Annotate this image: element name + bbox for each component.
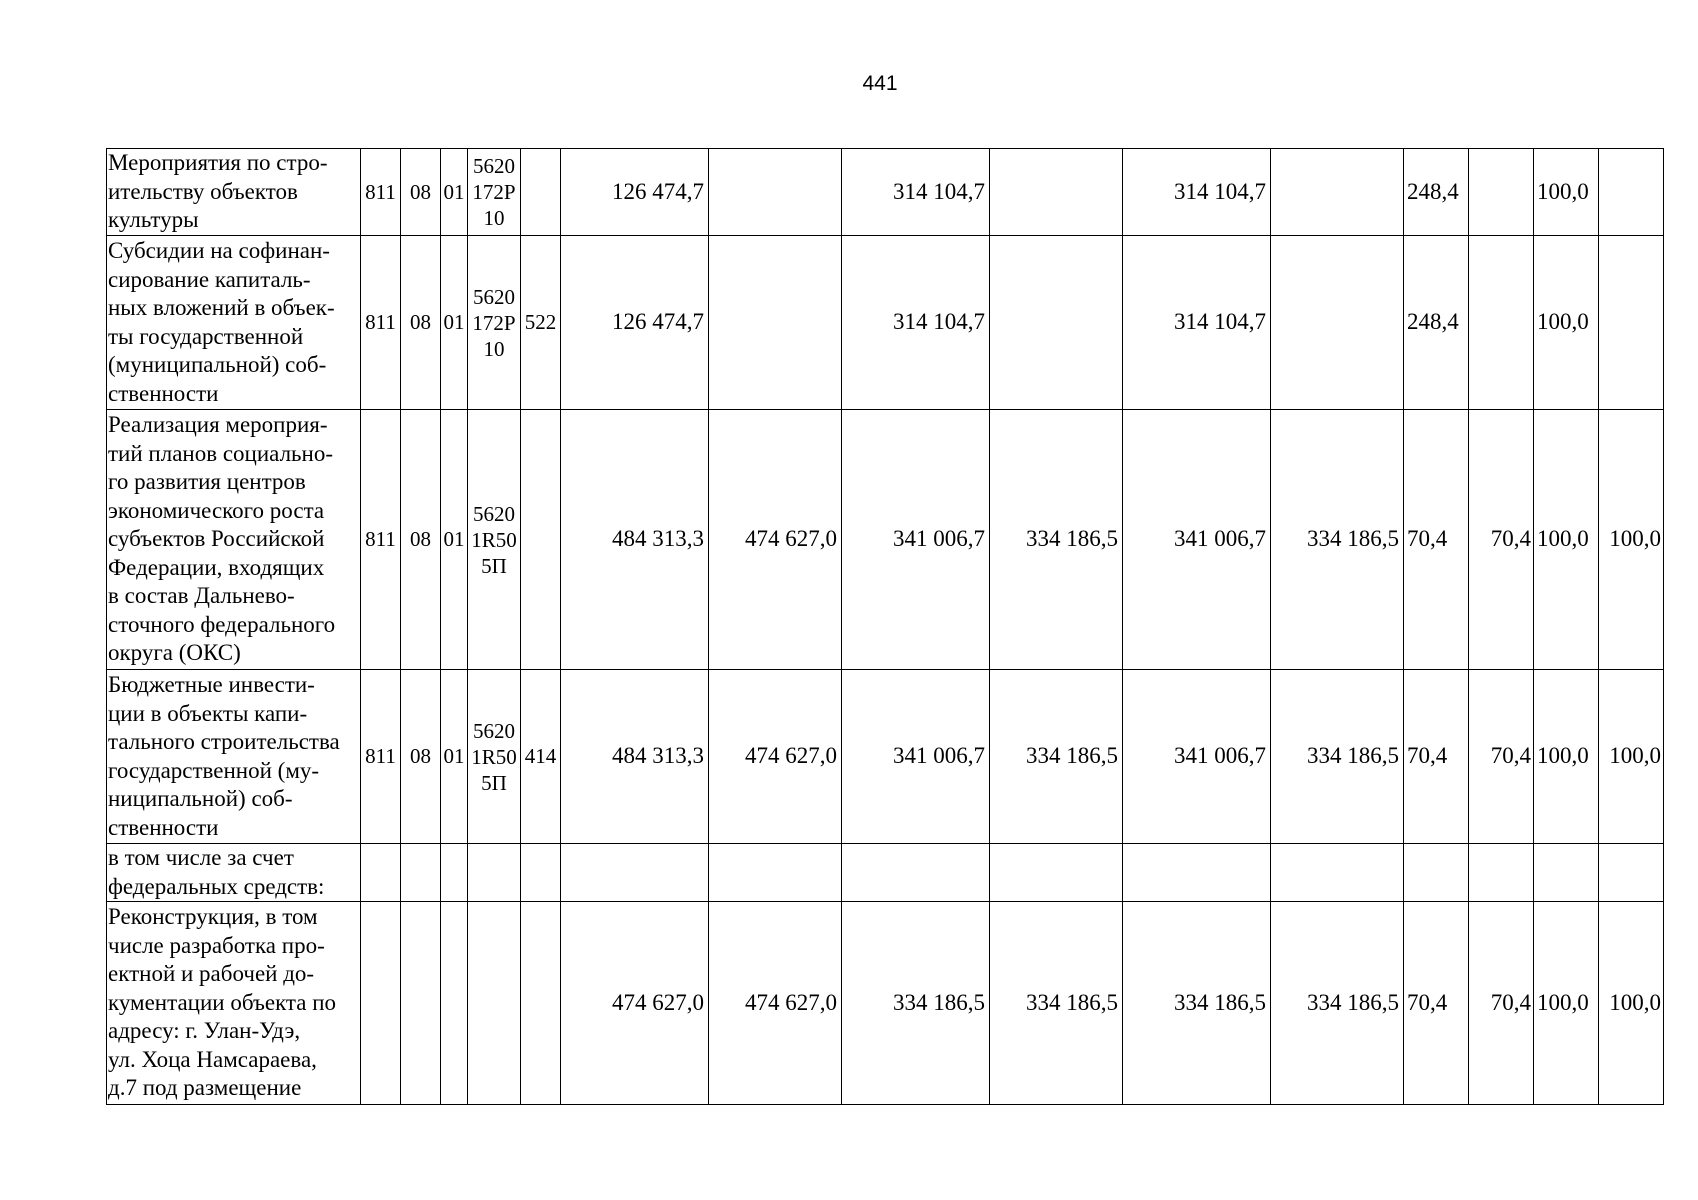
row-name-cell: Субсидии на софинан- сирование капиталь- ных вложений в объек- ты государственной (муниципальной) соб- ственности	[107, 236, 361, 410]
percent-plan-total-cell: 70,4	[1404, 902, 1469, 1105]
refined-total-cell: 341 006,7	[842, 410, 990, 670]
table-row	[107, 149, 1664, 236]
percent-plan-total-cell: 70,4	[1404, 670, 1469, 844]
executed-federal-cell	[1271, 236, 1404, 410]
executed-total-cell: 334 186,5	[1123, 902, 1271, 1105]
executed-federal-cell: 334 186,5	[1271, 902, 1404, 1105]
percent-refined-federal-cell: 100,0	[1599, 410, 1664, 670]
row-name-cell: Реконструкция, в том числе разработка про- ектной и рабочей до- кументации объекта по адресу: г. Улан-Удэ, ул. Хоца Намсараева, д.7 под размещение	[107, 902, 361, 1105]
csr-code-cell	[468, 902, 521, 1105]
gr-code-cell	[361, 844, 401, 902]
plan-federal-cell	[709, 844, 842, 902]
percent-plan-total-cell: 248,4	[1404, 236, 1469, 410]
gr-code-cell: 811	[361, 149, 401, 236]
pr-code-cell: 01	[441, 236, 468, 410]
percent-plan-total-cell	[1404, 844, 1469, 902]
plan-total-cell	[561, 844, 709, 902]
percent-refined-total-cell: 100,0	[1534, 236, 1599, 410]
rz-code-cell: 08	[401, 410, 441, 670]
percent-plan-total-cell: 248,4	[1404, 149, 1469, 236]
plan-total-cell: 126 474,7	[561, 236, 709, 410]
table-row	[107, 902, 1664, 1105]
table-body	[107, 149, 1664, 1105]
gr-code-cell: 811	[361, 670, 401, 844]
percent-refined-total-cell: 100,0	[1534, 902, 1599, 1105]
refined-total-cell: 334 186,5	[842, 902, 990, 1105]
executed-federal-cell	[1271, 844, 1404, 902]
row-name-cell: Бюджетные инвести- ции в объекты капи- тального строительства государственной (му- ниципальной) соб- ственности	[107, 670, 361, 844]
pr-code-cell: 01	[441, 149, 468, 236]
rz-code-cell	[401, 844, 441, 902]
executed-federal-cell: 334 186,5	[1271, 410, 1404, 670]
vr-code-cell	[521, 410, 561, 670]
percent-plan-federal-cell: 70,4	[1469, 902, 1534, 1105]
vr-code-cell: 522	[521, 236, 561, 410]
pr-code-cell: 01	[441, 410, 468, 670]
rz-code-cell: 08	[401, 670, 441, 844]
pr-code-cell	[441, 902, 468, 1105]
refined-federal-cell: 334 186,5	[990, 410, 1123, 670]
page-number: 441	[862, 72, 898, 95]
row-name-cell: Мероприятия по стро- ительству объектов культуры	[107, 149, 361, 236]
table-row	[107, 670, 1664, 844]
pr-code-cell: 01	[441, 670, 468, 844]
percent-refined-total-cell: 100,0	[1534, 410, 1599, 670]
rz-code-cell: 08	[401, 236, 441, 410]
refined-federal-cell	[990, 844, 1123, 902]
gr-code-cell: 811	[361, 410, 401, 670]
plan-federal-cell: 474 627,0	[709, 670, 842, 844]
vr-code-cell	[521, 149, 561, 236]
vr-code-cell: 414	[521, 670, 561, 844]
refined-federal-cell: 334 186,5	[990, 670, 1123, 844]
percent-plan-federal-cell	[1469, 236, 1534, 410]
table-row	[107, 410, 1664, 670]
table-row	[107, 236, 1664, 410]
percent-plan-total-cell: 70,4	[1404, 410, 1469, 670]
gr-code-cell: 811	[361, 236, 401, 410]
executed-total-cell: 341 006,7	[1123, 410, 1271, 670]
csr-code-cell: 5620 1R50 5П	[468, 670, 521, 844]
executed-total-cell: 314 104,7	[1123, 236, 1271, 410]
percent-refined-total-cell	[1534, 844, 1599, 902]
row-name-cell: Реализация мероприя- тий планов социально- го развития центров экономического роста субъектов Российской Федерации, входящих в состав Дальнево- сточного федерального округа (ОКС)	[107, 410, 361, 670]
plan-federal-cell	[709, 236, 842, 410]
refined-federal-cell: 334 186,5	[990, 902, 1123, 1105]
vr-code-cell	[521, 902, 561, 1105]
csr-code-cell	[468, 844, 521, 902]
percent-refined-federal-cell	[1599, 149, 1664, 236]
refined-total-cell: 314 104,7	[842, 236, 990, 410]
plan-federal-cell: 474 627,0	[709, 902, 842, 1105]
csr-code-cell: 5620 172Р 10	[468, 236, 521, 410]
pr-code-cell	[441, 844, 468, 902]
percent-refined-federal-cell: 100,0	[1599, 670, 1664, 844]
percent-refined-total-cell: 100,0	[1534, 670, 1599, 844]
refined-federal-cell	[990, 236, 1123, 410]
percent-refined-total-cell: 100,0	[1534, 149, 1599, 236]
percent-refined-federal-cell	[1599, 236, 1664, 410]
csr-code-cell: 5620 1R50 5П	[468, 410, 521, 670]
percent-plan-federal-cell: 70,4	[1469, 670, 1534, 844]
csr-code-cell: 5620 172Р 10	[468, 149, 521, 236]
plan-total-cell: 484 313,3	[561, 410, 709, 670]
executed-federal-cell	[1271, 149, 1404, 236]
percent-refined-federal-cell	[1599, 844, 1664, 902]
gr-code-cell	[361, 902, 401, 1105]
plan-total-cell: 474 627,0	[561, 902, 709, 1105]
plan-total-cell: 484 313,3	[561, 670, 709, 844]
plan-total-cell: 126 474,7	[561, 149, 709, 236]
percent-plan-federal-cell: 70,4	[1469, 410, 1534, 670]
executed-total-cell	[1123, 844, 1271, 902]
vr-code-cell	[521, 844, 561, 902]
executed-total-cell: 314 104,7	[1123, 149, 1271, 236]
percent-plan-federal-cell	[1469, 844, 1534, 902]
percent-plan-federal-cell	[1469, 149, 1534, 236]
rz-code-cell	[401, 902, 441, 1105]
percent-refined-federal-cell: 100,0	[1599, 902, 1664, 1105]
plan-federal-cell	[709, 149, 842, 236]
refined-federal-cell	[990, 149, 1123, 236]
plan-federal-cell: 474 627,0	[709, 410, 842, 670]
rz-code-cell: 08	[401, 149, 441, 236]
executed-federal-cell: 334 186,5	[1271, 670, 1404, 844]
refined-total-cell: 314 104,7	[842, 149, 990, 236]
refined-total-cell	[842, 844, 990, 902]
table-row	[107, 844, 1664, 902]
budget-table	[106, 148, 1664, 1105]
row-name-cell: в том числе за счет федеральных средств:	[107, 844, 361, 902]
refined-total-cell: 341 006,7	[842, 670, 990, 844]
executed-total-cell: 341 006,7	[1123, 670, 1271, 844]
